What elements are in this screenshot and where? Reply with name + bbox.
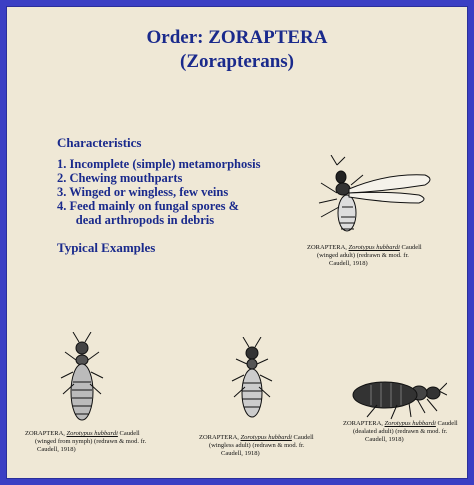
slide-panel bbox=[6, 6, 468, 479]
characteristics-heading: Characteristics bbox=[57, 135, 142, 150]
characteristic-item: 2. Chewing mouthparts bbox=[57, 171, 183, 185]
nymph-illustration bbox=[57, 332, 107, 430]
characteristics-list bbox=[57, 157, 260, 227]
characteristic-item: 1. Incomplete (simple) metamorphosis bbox=[57, 157, 261, 171]
wingless-adult-illustration bbox=[227, 337, 277, 429]
caption-dealated: ZORAPTERA, Zorotypus hubbardi Caudell (dealated adult) (redrawn & mod. fr. Caudell, 1918) bbox=[343, 420, 458, 443]
page-subtitle: (Zorapterans) bbox=[180, 51, 294, 72]
caption-nymph: ZORAPTERA, Zorotypus hubbardi Caudell (winged from nymph) (redrawn & mod. fr. Caudell, 1918) bbox=[25, 430, 147, 453]
characteristic-item: 3. Winged or wingless, few veins bbox=[57, 185, 229, 199]
characteristic-item: 4. Feed mainly on fungal spores & bbox=[57, 199, 240, 213]
caption-winged: ZORAPTERA, Zorotypus hubbardi Caudell (winged adult) (redrawn & mod. fr. Caudell, 1918) bbox=[307, 244, 422, 267]
winged-adult-illustration bbox=[307, 155, 447, 245]
examples-heading: Typical Examples bbox=[57, 240, 156, 255]
dealated-adult-illustration bbox=[347, 373, 447, 421]
caption-wingless: ZORAPTERA, Zorotypus hubbardi Caudell (wingless adult) (redrawn & mod. fr. Caudell, 1918) bbox=[199, 434, 314, 457]
page-title: Order: ZORAPTERA bbox=[146, 27, 328, 48]
characteristic-item: dead arthropods in debris bbox=[57, 213, 215, 227]
